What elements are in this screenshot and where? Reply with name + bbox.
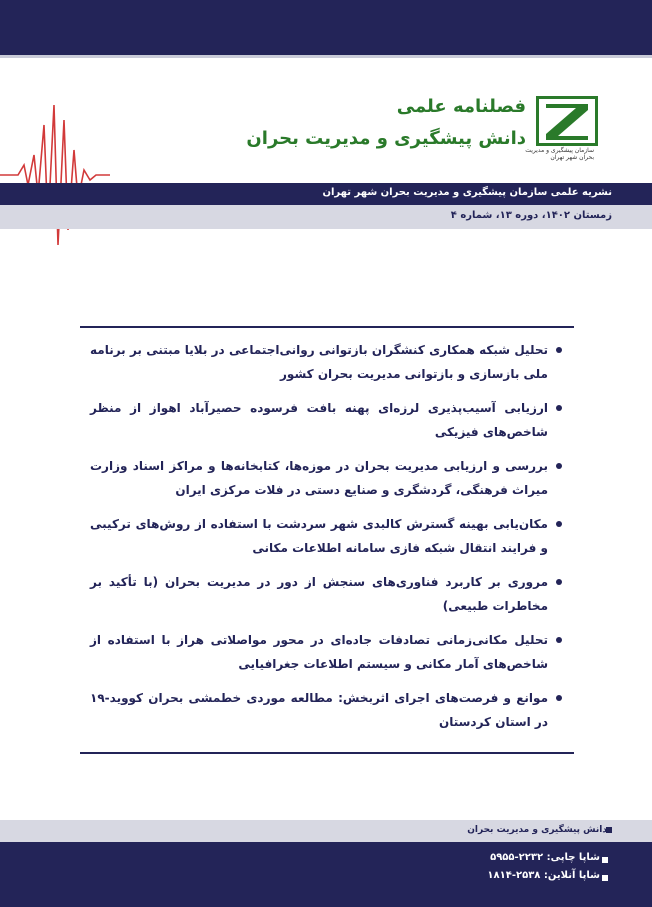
toc-item[interactable] [90, 570, 562, 618]
square-marker-icon [602, 875, 608, 881]
logo-caption: سازمان پیشگیری و مدیریت بحران شهر تهران [525, 147, 594, 161]
bullet-icon [556, 463, 562, 469]
toc-item[interactable] [90, 396, 562, 444]
journal-title: دانش پیشگیری و مدیریت بحران [246, 128, 526, 149]
toc-item[interactable] [90, 628, 562, 676]
issn-online: شاپا آنلاین: ۲۵۳۸-۱۸۱۴ [487, 870, 600, 881]
journal-label: فصلنامه علمی [396, 96, 526, 117]
table-of-contents [80, 326, 574, 754]
bullet-icon [556, 695, 562, 701]
toc-item[interactable] [90, 512, 562, 560]
toc-item-title: مروری بر کاربرد فناوری‌های سنجش از دور در مدیریت بحران (با تأکید بر مخاطرات طبیعی) [90, 575, 548, 613]
toc-item-title: تحلیل شبکه همکاری کنشگران بازتوانی روانی‌اجتماعی در بلایا مبتنی بر برنامه ملی بازسازی و بازتوانی مدیریت بحران کشور [90, 343, 548, 381]
toc-item-title: ارزیابی آسیب‌پذیری لرزه‌ای پهنه بافت فرسوده حصیرآباد اهواز از منظر شاخص‌های فیزیکی [90, 401, 548, 439]
toc-item[interactable] [90, 454, 562, 502]
square-marker-icon [602, 857, 608, 863]
top-navy-band [0, 0, 652, 55]
bullet-icon [556, 579, 562, 585]
journal-logo [536, 96, 598, 146]
toc-item-title: بررسی و ارزیابی مدیریت بحران در موزه‌ها، کتابخانه‌ها و مراکز اسناد وزارت میراث فرهنگی، گردشگری و صنایع دستی در فلات مرکزی ایران [90, 459, 548, 497]
toc-item[interactable] [90, 338, 562, 386]
toc-item-title: تحلیل مکانی‌زمانی تصادفات جاده‌ای در محور مواصلاتی هراز با استفاده از شاخص‌های آمار مکانی و سیستم اطلاعات جغرافیایی [90, 633, 548, 671]
bullet-icon [556, 347, 562, 353]
publisher-line: نشریه علمی سازمان پیشگیری و مدیریت بحران شهر تهران [322, 187, 612, 198]
top-divider [0, 55, 652, 58]
footer-journal-name: دانش پیشگیری و مدیریت بحران [467, 825, 607, 835]
bullet-icon [556, 521, 562, 527]
toc-item-title: موانع و فرصت‌های اجرای اثربخش: مطالعه موردی خطمشی بحران کووید-۱۹ در استان کردستان [90, 691, 548, 729]
bullet-icon [556, 637, 562, 643]
toc-item[interactable] [90, 686, 562, 734]
bullet-icon [556, 405, 562, 411]
toc-list [80, 328, 574, 734]
issue-line: زمستان ۱۴۰۲، دوره ۱۳، شماره ۴ [450, 210, 612, 221]
issn-print: شاپا چاپی: ۲۲۳۲-۵۹۵۵ [490, 852, 600, 863]
seismograph-wave-graphic [0, 95, 110, 255]
toc-item-title: مکان‌یابی بهینه گسترش کالبدی شهر سردشت با استفاده از روش‌های ترکیبی و فرایند انتقال شبکه فازی سامانه اطلاعات مکانی [90, 517, 548, 555]
